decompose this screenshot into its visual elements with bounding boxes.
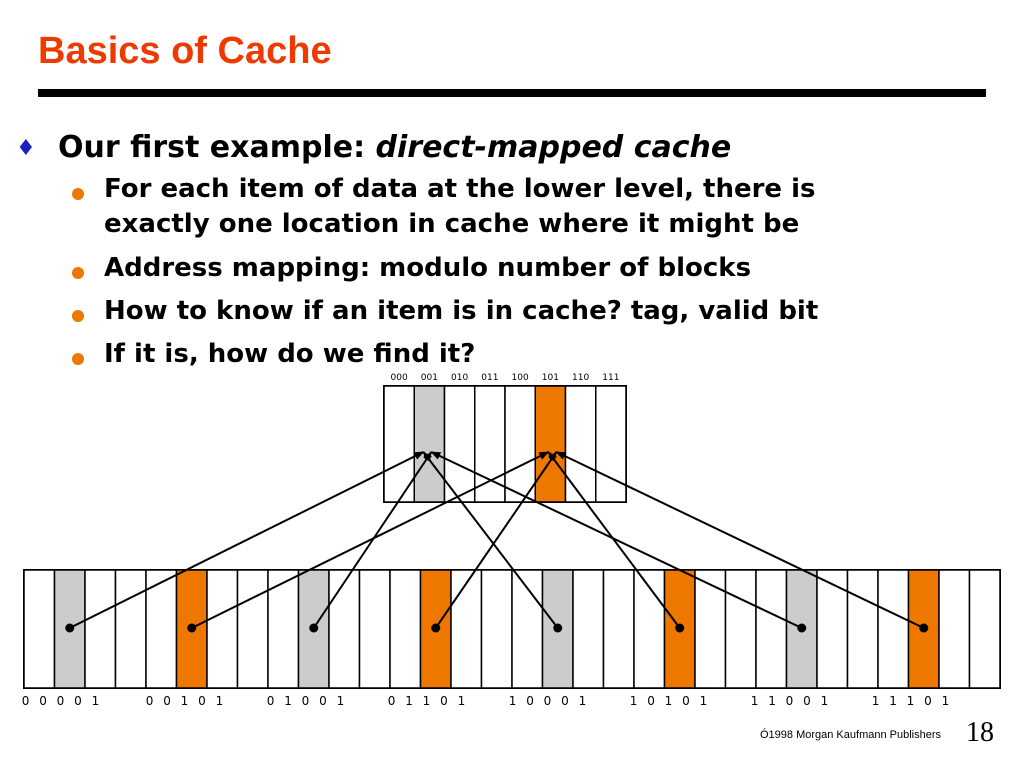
- memory-address-label: 0 0 0 0 1: [21, 694, 103, 708]
- main-bullet-emphasis: direct-mapped cache: [375, 130, 732, 165]
- cache-block-001: [414, 386, 444, 502]
- page-number: 18: [966, 717, 994, 748]
- memory-block: [817, 570, 848, 688]
- title-divider: [38, 89, 986, 97]
- sub-bullet-1-cont: exactly one location in cache where it might be: [104, 209, 800, 239]
- memory-block: [848, 570, 879, 688]
- memory-block: [360, 570, 391, 688]
- cache-mapping-diagram: [0, 360, 1024, 710]
- bullet-dot-icon: [72, 188, 84, 200]
- cache-index-label: 110: [572, 373, 590, 383]
- memory-address-label: 0 1 1 0 1: [387, 694, 469, 708]
- sub-bullet-1: For each item of data at the lower level, there is: [104, 174, 816, 204]
- memory-block: [329, 570, 360, 688]
- cache-blocks: [384, 373, 626, 502]
- memory-address-label: 1 0 0 0 1: [508, 694, 590, 708]
- memory-block: [24, 570, 55, 688]
- memory-block: [695, 570, 726, 688]
- cache-index-label: 101: [541, 373, 559, 383]
- memory-block: [726, 570, 757, 688]
- memory-block: [207, 570, 238, 688]
- bullet-dot-icon: [72, 310, 84, 322]
- memory-block: [878, 570, 909, 688]
- slide-title: Basics of Cache: [38, 30, 332, 72]
- cache-block-110: [566, 386, 596, 502]
- memory-block: [482, 570, 513, 688]
- cache-index-label: 001: [420, 373, 438, 383]
- bullet-dot-icon: [72, 267, 84, 279]
- cache-index-label: 000: [390, 373, 408, 383]
- main-bullet: [58, 130, 731, 165]
- memory-block: [451, 570, 482, 688]
- footer-copyright: Ó1998 Morgan Kaufmann Publishers: [760, 729, 941, 741]
- diamond-bullet-icon: ♦: [16, 136, 36, 161]
- memory-block: [85, 570, 116, 688]
- cache-index-label: 010: [451, 373, 469, 383]
- cache-block-111: [596, 386, 626, 502]
- memory-address-label: 1 1 1 0 1: [871, 694, 953, 708]
- memory-block: [116, 570, 147, 688]
- memory-address-label: 0 0 1 0 1: [145, 694, 227, 708]
- memory-address-label: 0 1 0 0 1: [266, 694, 348, 708]
- memory-blocks: [24, 570, 1000, 688]
- memory-block: [573, 570, 604, 688]
- sub-bullet-2: Address mapping: modulo number of blocks: [104, 253, 752, 283]
- memory-address-label: 1 0 1 0 1: [629, 694, 711, 708]
- cache-block-101: [535, 386, 565, 502]
- memory-block: [390, 570, 421, 688]
- cache-index-label: 011: [481, 373, 499, 383]
- memory-block: [604, 570, 635, 688]
- main-bullet-text: Our first example:: [58, 130, 376, 165]
- memory-block: [756, 570, 787, 688]
- memory-address-label: 1 1 0 0 1: [750, 694, 832, 708]
- sub-bullet-4: If it is, how do we find it?: [104, 339, 476, 369]
- memory-block: [939, 570, 970, 688]
- sub-bullet-3: How to know if an item is in cache? tag, valid bit: [104, 296, 819, 326]
- cache-index-label: 100: [511, 373, 529, 383]
- memory-block: [238, 570, 269, 688]
- memory-block: [970, 570, 1001, 688]
- cache-block-100: [505, 386, 535, 502]
- address-labels: [22, 694, 952, 708]
- cache-index-label: 111: [602, 373, 620, 383]
